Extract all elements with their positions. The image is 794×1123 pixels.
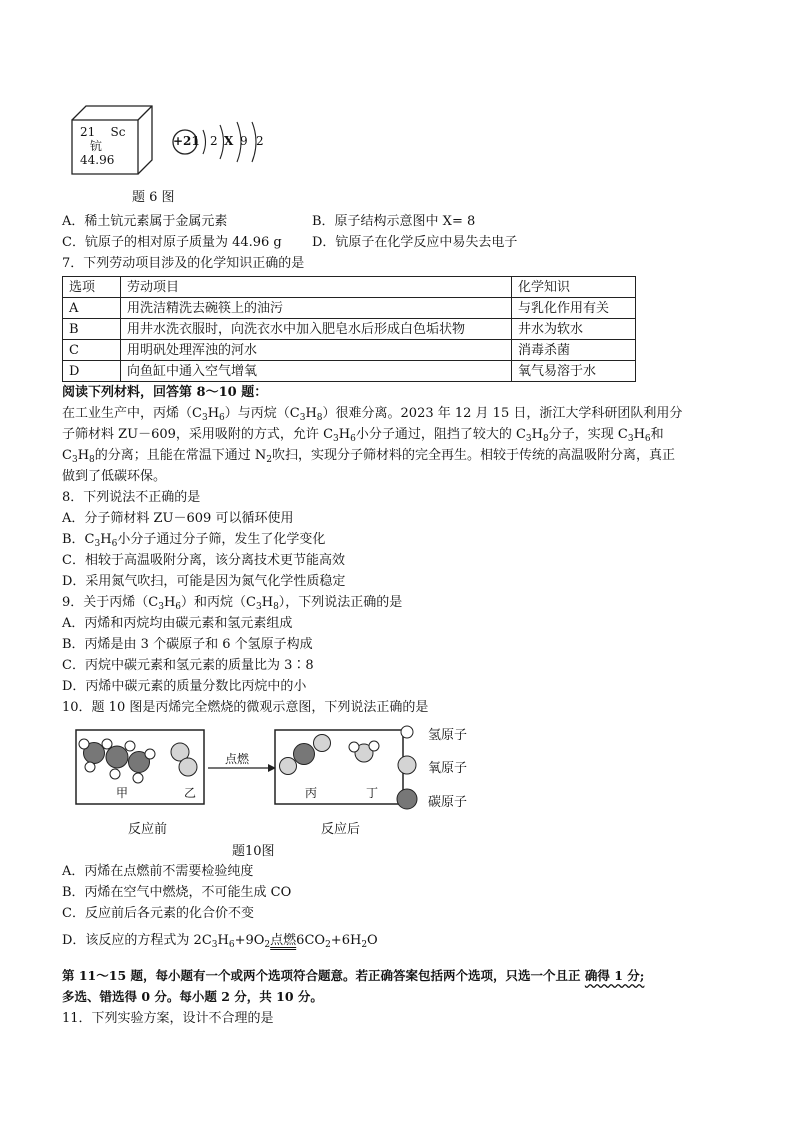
q9-option-b: B．丙烯是由 3 个碳原子和 6 个氢原子构成 — [62, 637, 313, 652]
shell-2: X — [224, 134, 234, 148]
label-yi: 乙 — [184, 786, 197, 800]
header-task: 劳动项目 — [121, 277, 512, 298]
q10-option-d: D．该反应的方程式为 $2C_3H_6+9O_2$点燃$6CO_2+6H_2O$ — [62, 933, 378, 950]
q10-option-c: C．反应前后各元素的化合价不变 — [62, 906, 254, 921]
q6-option-a: A．稀土钪元素属于金属元素 — [62, 214, 228, 229]
q7-stem: 7．下列劳动项目涉及的化学知识正确的是 — [62, 256, 305, 271]
q8-option-d: D．采用氮气吹扫，可能是因为氮气化学性质稳定 — [62, 574, 346, 589]
table-cell: B — [63, 319, 121, 340]
reading-line-4: 做到了低碳环保。 — [62, 469, 167, 484]
legend-hydrogen: 氢原子 — [428, 728, 468, 743]
table-row — [63, 319, 636, 340]
q10-stem: 10．题 10 图是丙烯完全燃烧的微观示意图，下列说法正确的是 — [62, 700, 429, 715]
legend-carbon: 碳原子 — [428, 795, 468, 810]
table-row — [63, 361, 636, 382]
reading-line-1: 在工业生产中，丙烯$(C_3H_6)$与丙烷$(C_3H_8)$很难分离。2023 年 12 月 15 日，浙江大学科研团队利用分 — [62, 406, 683, 423]
fig6-caption: 题 6 图 — [132, 190, 175, 205]
table-cell: C — [63, 340, 121, 361]
q11-stem: 11．下列实验方案，设计不合理的是 — [62, 1011, 274, 1026]
fig10-caption: 题10图 — [232, 844, 275, 859]
q9-option-c: C．丙烷中碳元素和氢元素的质量比为 3∶8 — [62, 658, 314, 673]
section-instructions-2: 多选、错选得 0 分。每小题 2 分，共 10 分。 — [62, 989, 323, 1004]
q8-option-a: A．分子筛材料 ZU－609 可以循环使用 — [62, 511, 294, 526]
after-label: 反应后 — [321, 822, 361, 837]
table-cell: 井水为软水 — [512, 319, 636, 340]
q8-option-b: B．$C_3H_6$小分子通过分子筛，发生了化学变化 — [62, 532, 326, 549]
q7-table — [62, 276, 636, 382]
legend-oxygen: 氧原子 — [428, 761, 468, 776]
reading-line-3: $C_3H_8$的分离；且能在常温下通过 $N_2$吹扫，实现分子筛材料的完全再生。相较于传统的高温吸附分离，真正 — [62, 448, 676, 465]
table-row — [63, 298, 636, 319]
header-knowledge: 化学知识 — [512, 277, 636, 298]
table-cell: 消毒杀菌 — [512, 340, 636, 361]
shell-4: 2 — [256, 134, 264, 148]
q8-option-c: C．相较于高温吸附分离，该分离技术更节能高效 — [62, 553, 345, 568]
table-cell: 用井水洗衣服时，向洗衣水中加入肥皂水后形成白色垢状物 — [121, 319, 512, 340]
label-jia: 甲 — [116, 786, 129, 800]
header-option: 选项 — [63, 277, 121, 298]
atomic-mass: 44.96 — [80, 153, 115, 167]
table-cell: 用明矾处理浑浊的河水 — [121, 340, 512, 361]
q10-option-a: A．丙烯在点燃前不需要检验纯度 — [62, 864, 254, 879]
q9-option-a: A．丙烯和丙烷均由碳元素和氢元素组成 — [62, 616, 293, 631]
label-ding: 丁 — [366, 786, 379, 800]
before-label: 反应前 — [128, 822, 168, 837]
nucleus-charge: +21 — [173, 134, 200, 148]
section-instructions-1: 第 11～15 题，每小题有一个或两个选项符合题意。若正确答案包括两个选项，只选一个且正 确得 1 分; — [62, 968, 645, 983]
table-cell: A — [63, 298, 121, 319]
q8-stem: 8．下列说法不正确的是 — [62, 490, 201, 505]
atomic-number: 21 — [80, 125, 96, 139]
q10-option-b: B．丙烯在空气中燃烧，不可能生成 CO — [62, 885, 292, 900]
reading-line-2: 子筛材料 ZU－609，采用吸附的方式，允许 $C_3H_6$小分子通过，阻挡了较大的 $C_3H_8$分子，实现 $C_3H_6$和 — [62, 427, 664, 444]
table-cell: 向鱼缸中通入空气增氧 — [121, 361, 512, 382]
element-symbol: Sc — [110, 125, 126, 139]
shell-1: 2 — [210, 134, 218, 148]
table-header-row — [63, 277, 636, 298]
table-cell: 与乳化作用有关 — [512, 298, 636, 319]
arrow-condition: 点燃 — [225, 752, 250, 766]
reading-heading: 阅读下列材料，回答第 8～10 题： — [62, 385, 268, 400]
q9-option-d: D．丙烯中碳元素的质量分数比丙烷中的小 — [62, 679, 307, 694]
table-cell: 用洗洁精洗去碗筷上的油污 — [121, 298, 512, 319]
element-name: 钪 — [90, 139, 103, 153]
table-cell: 氧气易溶于水 — [512, 361, 636, 382]
element-box-text — [80, 125, 126, 167]
q9-stem: 9．关于丙烯$(C_3H_6)$和丙烷$(C_3H_8)$，下列说法正确的是 — [62, 595, 403, 612]
q6-option-b: B．原子结构示意图中 X= 8 — [312, 214, 476, 229]
shell-3: 9 — [240, 134, 248, 148]
table-cell: D — [63, 361, 121, 382]
q6-option-c: C．钪原子的相对原子质量为 44.96 g — [62, 235, 282, 250]
table-row — [63, 340, 636, 361]
q6-option-d: D．钪原子在化学反应中易失去电子 — [312, 235, 518, 250]
label-bing: 丙 — [305, 786, 318, 800]
